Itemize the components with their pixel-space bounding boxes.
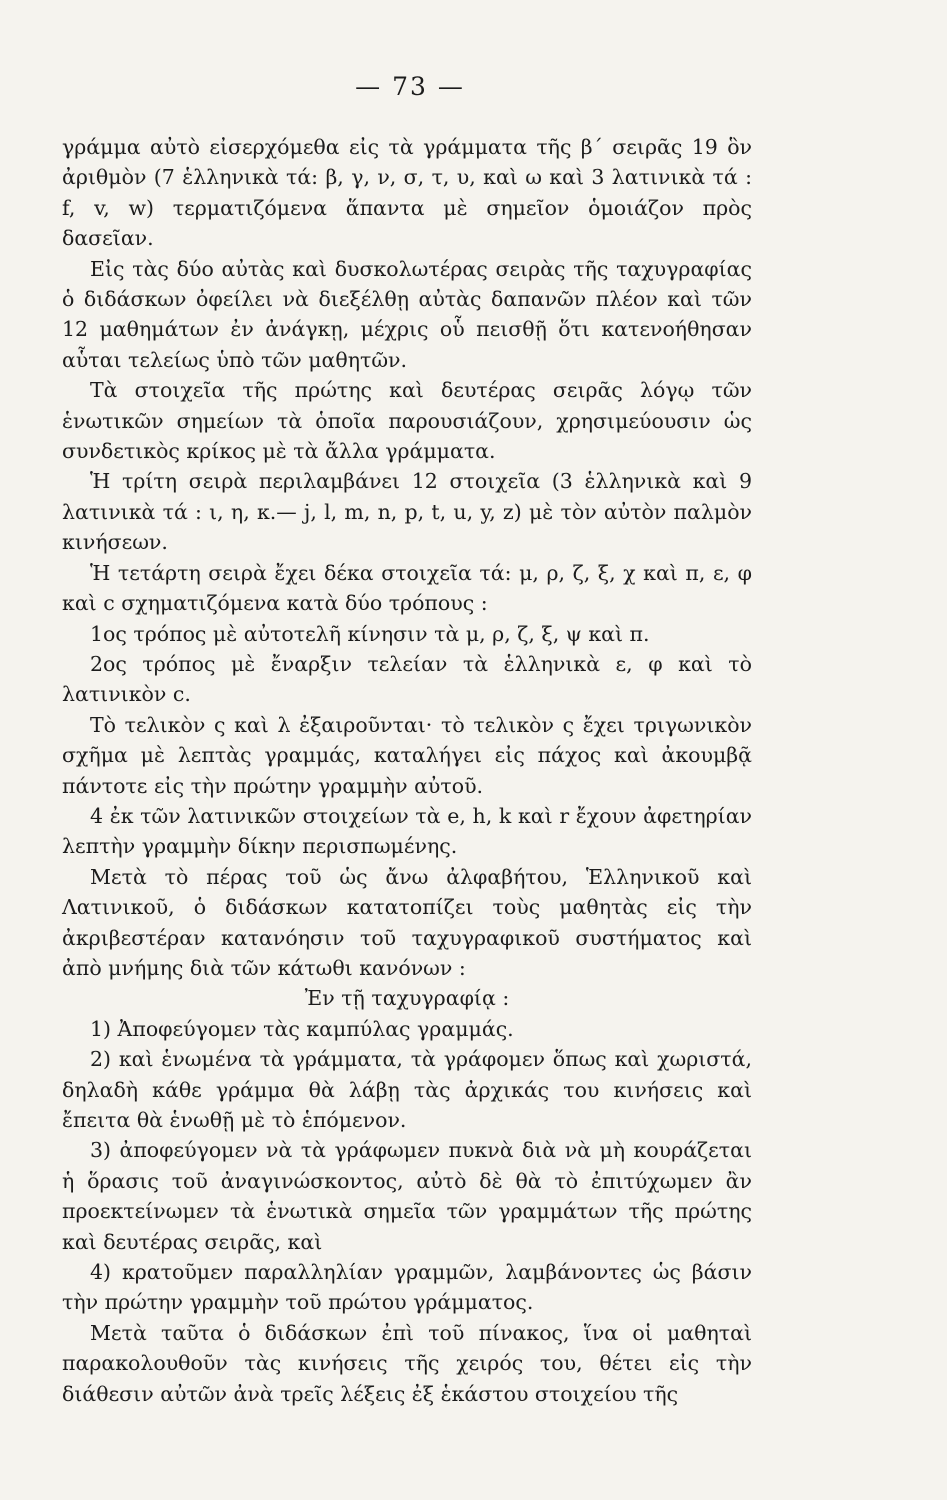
paragraph: Μετὰ τὸ πέρας τοῦ ὡς ἄνω ἀλφαβήτου, Ἑλληνικοῦ καὶ Λατινικοῦ, ὁ διδάσκων κατατοπίζει τοὺς μαθητὰς εἰς τὴν ἀκριβεστέραν κατανόησιν τοῦ ταχυγραφικοῦ συστήματος καὶ ἀπὸ μνήμης διὰ τῶν κάτωθι κανόνων : — [62, 864, 752, 980]
paragraph: Εἰς τὰς δύο αὐτὰς καὶ δυσκολωτέρας σειρὰς τῆς ταχυγραφίας ὁ διδάσκων ὀφείλει νὰ διεξέλθῃ αὐτὰς δαπανῶν πλέον καὶ τῶν 12 μαθημάτων ἐν ἀνάγκῃ, μέχρις οὗ πεισθῇ ὅτι κατενοήθησαν αὗται τελείως ὑπὸ τῶν μαθητῶν. — [62, 256, 752, 372]
rule-item: 3) ἀποφεύγομεν νὰ τὰ γράφωμεν πυκνὰ διὰ νὰ μὴ κουράζεται ἡ ὅρασις τοῦ ἀναγινώσκοντος, αὐτὸ δὲ θὰ τὸ ἐπιτύχωμεν ἂν προεκτείνωμεν τὰ ἑνωτικὰ σημεῖα τῶν γραμμάτων τῆς πρώτης καὶ δευτέρας σειρᾶς, καὶ — [62, 1138, 752, 1254]
paragraph: 2ος τρόπος μὲ ἔναρξιν τελείαν τὰ ἑλληνικὰ ε, φ καὶ τὸ λατινικὸν c. — [62, 651, 752, 707]
page-body — [62, 132, 752, 1409]
rule-item: 1) Ἀποφεύγομεν τὰς καμπύλας γραμμάς. — [90, 1016, 514, 1041]
paragraph: Τὸ τελικὸν ς καὶ λ ἐξαιροῦνται· τὸ τελικὸν ς ἔχει τριγωνικὸν σχῆμα μὲ λεπτὰς γραμμάς, καταλήγει εἰς πάχος καὶ ἀκουμβᾷ πάντοτε εἰς τὴν πρώτην γραμμὴν αὐτοῦ. — [62, 712, 752, 798]
paragraph: γράμμα αὐτὸ εἰσερχόμεθα εἰς τὰ γράμματα τῆς β΄ σειρᾶς 19 ὃν ἀριθμὸν (7 ἑλληνικὰ τά: β, γ, ν, σ, τ, υ, καὶ ω καὶ 3 λατινικὰ τά : f, v, w) τερματιζόμενα ἅπαντα μὲ σημεῖον ὁμοιάζον πρὸς δασεῖαν. — [62, 135, 752, 251]
rule-item: 2) καὶ ἑνωμένα τὰ γράμματα, τὰ γράφομεν ὅπως καὶ χωριστά, δηλαδὴ κάθε γράμμα θὰ λάβῃ τὰς ἀρχικάς του κινήσεις καὶ ἔπειτα θὰ ἑνωθῇ μὲ τὸ ἑπόμενον. — [62, 1047, 752, 1132]
paragraph: Ἡ τετάρτη σειρὰ ἔχει δέκα στοιχεῖα τά: μ, ρ, ζ, ξ, χ καὶ π, ε, φ καὶ c σχηματιζόμενα κατὰ δύο τρόπους : — [62, 560, 752, 616]
paragraph: Ἡ τρίτη σειρὰ περιλαμβάνει 12 στοιχεῖα (3 ἑλληνικὰ καὶ 9 λατινικὰ τά : ι, η, κ.— j, l, m, n, p, t, u, y, z) μὲ τὸν αὐτὸν παλμὸν κινήσεων. — [62, 469, 752, 555]
paragraph: 4 ἐκ τῶν λατινικῶν στοιχείων τὰ e, h, k καὶ r ἔχουν ἀφετηρίαν λεπτὴν γραμμὴν δίκην περισπωμένης. — [62, 803, 752, 859]
paragraph: Μετὰ ταῦτα ὁ διδάσκων ἐπὶ τοῦ πίνακος, ἵνα οἱ μαθηταὶ παρακολουθοῦν τὰς κινήσεις τῆς χειρός του, θέτει εἰς τὴν διάθεσιν αὐτῶν ἀνὰ τρεῖς λέξεις ἐξ ἑκάστου στοιχείου τῆς — [62, 1320, 752, 1406]
rules-heading: Ἐν τῇ ταχυγραφίᾳ : — [304, 986, 510, 1011]
paragraph: Τὰ στοιχεῖα τῆς πρώτης καὶ δευτέρας σειρᾶς λόγῳ τῶν ἑνωτικῶν σημείων τὰ ὁποῖα παρουσιάζουν, χρησιμεύουσιν ὡς συνδετικὸς κρίκος μὲ τὰ ἄλλα γράμματα. — [62, 378, 752, 464]
page-number: — 73 — — [355, 72, 465, 101]
paragraph: 1ος τρόπος μὲ αὐτοτελῆ κίνησιν τὰ μ, ρ, ζ, ξ, ψ καὶ π. — [90, 621, 650, 646]
rule-item: 4) κρατοῦμεν παραλληλίαν γραμμῶν, λαμβάνοντες ὡς βάσιν τὴν πρώτην γραμμὴν τοῦ πρώτου γράμματος. — [62, 1260, 752, 1315]
